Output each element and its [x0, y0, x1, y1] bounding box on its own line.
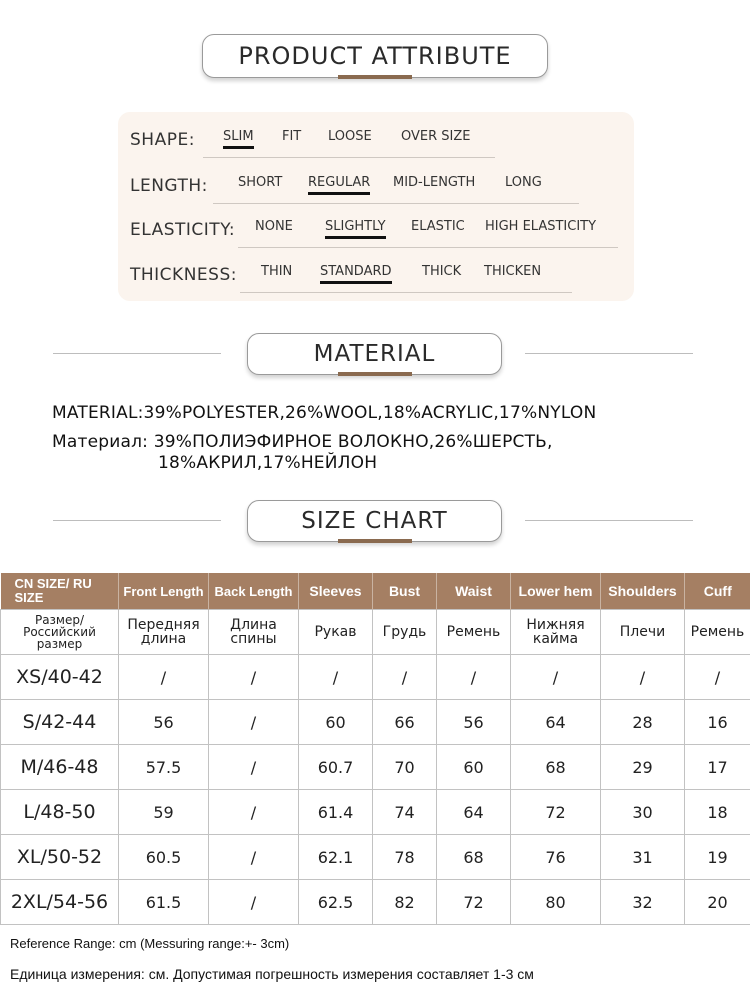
table-header-en	[1, 573, 750, 610]
measurement-cell: /	[209, 745, 299, 790]
measurement-cell: 29	[601, 745, 685, 790]
measurement-cell: 19	[685, 835, 750, 880]
attr-option: STANDARD	[320, 264, 392, 279]
col-header: CN SIZE/ RU SIZE	[1, 573, 119, 610]
attr-row-length	[118, 172, 634, 202]
product-attribute-panel	[118, 112, 634, 301]
attr-option: ELASTIC	[411, 219, 465, 234]
measurement-cell: 60	[299, 700, 373, 745]
col-header: Waist	[437, 573, 511, 610]
measurement-cell: 57.5	[119, 745, 209, 790]
heading-accent-bar	[338, 372, 412, 376]
table-row	[1, 655, 750, 700]
col-header-ru: Грудь	[373, 610, 437, 655]
attr-option: MID-LENGTH	[393, 175, 476, 190]
attr-option: THIN	[261, 264, 293, 279]
col-header: Back Length	[209, 573, 299, 610]
measurement-cell: /	[601, 655, 685, 700]
col-header: Lower hem	[511, 573, 601, 610]
measurement-cell: 64	[511, 700, 601, 745]
measurement-cell: 72	[511, 790, 601, 835]
attr-option: LOOSE	[328, 129, 372, 144]
measurement-cell: 61.5	[119, 880, 209, 925]
attr-option: HIGH ELASTICITY	[485, 219, 597, 234]
measurement-cell: /	[209, 655, 299, 700]
attr-option: SLIGHTLY	[325, 219, 386, 234]
divider	[525, 520, 693, 521]
table-row	[1, 745, 750, 790]
product-attribute-heading	[202, 34, 548, 78]
measurement-cell: 70	[373, 745, 437, 790]
measurement-cell: 20	[685, 880, 750, 925]
table-header-ru	[1, 610, 750, 655]
measurement-cell: /	[373, 655, 437, 700]
measurement-cell: 56	[119, 700, 209, 745]
col-header-ru: Рукав	[299, 610, 373, 655]
divider	[525, 353, 693, 354]
size-label-cell: S/42-44	[1, 700, 119, 745]
attr-label: SHAPE:	[130, 130, 195, 150]
table-row	[1, 790, 750, 835]
measurement-cell: 74	[373, 790, 437, 835]
measurement-cell: 68	[437, 835, 511, 880]
col-header-ru: Ремень	[437, 610, 511, 655]
attr-option: LONG	[505, 175, 542, 190]
table-row	[1, 700, 750, 745]
attr-row-thickness	[118, 261, 634, 291]
measurement-cell: 62.1	[299, 835, 373, 880]
measurement-cell: 60	[437, 745, 511, 790]
measurement-cell: 68	[511, 745, 601, 790]
material-ru-2: 18%АКРИЛ,17%НЕЙЛОН	[158, 453, 378, 473]
size-chart-table	[0, 573, 750, 925]
attr-row-elasticity	[118, 216, 634, 246]
attr-option: SLIM	[223, 129, 254, 144]
attr-label: THICKNESS:	[130, 265, 237, 285]
size-label-cell: 2XL/54-56	[1, 880, 119, 925]
product-attribute-title: PRODUCT ATTRIBUTE	[238, 42, 512, 70]
measurement-cell: /	[299, 655, 373, 700]
measurement-cell: 59	[119, 790, 209, 835]
measurement-cell: 17	[685, 745, 750, 790]
material-en: MATERIAL:39%POLYESTER,26%WOOL,18%ACRYLIC,17%NYLON	[52, 403, 597, 423]
attr-label: ELASTICITY:	[130, 220, 236, 240]
measurement-cell: 82	[373, 880, 437, 925]
measurement-cell: 60.5	[119, 835, 209, 880]
measurement-cell: 16	[685, 700, 750, 745]
reference-note-en: Reference Range: cm (Messuring range:+- 3cm)	[10, 936, 290, 951]
measurement-cell: /	[209, 790, 299, 835]
measurement-cell: /	[209, 835, 299, 880]
table-row	[1, 835, 750, 880]
measurement-cell: 66	[373, 700, 437, 745]
size-label-cell: XL/50-52	[1, 835, 119, 880]
measurement-cell: 61.4	[299, 790, 373, 835]
col-header: Bust	[373, 573, 437, 610]
attr-label: LENGTH:	[130, 176, 208, 196]
col-header-ru: Передняя длина	[119, 610, 209, 655]
col-header-ru: Длина спины	[209, 610, 299, 655]
size-chart-heading	[247, 500, 502, 542]
measurement-cell: /	[209, 700, 299, 745]
attr-row-shape	[118, 126, 634, 156]
heading-accent-bar	[338, 539, 412, 543]
attr-option: SHORT	[238, 175, 283, 190]
attr-option: NONE	[255, 219, 293, 234]
measurement-cell: 78	[373, 835, 437, 880]
measurement-cell: 60.7	[299, 745, 373, 790]
reference-note-ru: Единица измерения: см. Допустимая погрешность измерения составляет 1-3 см	[10, 966, 534, 982]
measurement-cell: /	[209, 880, 299, 925]
measurement-cell: 28	[601, 700, 685, 745]
measurement-cell: /	[511, 655, 601, 700]
measurement-cell: /	[437, 655, 511, 700]
measurement-cell: /	[119, 655, 209, 700]
table-row	[1, 880, 750, 925]
size-label-cell: M/46-48	[1, 745, 119, 790]
col-header: Shoulders	[601, 573, 685, 610]
size-label-cell: XS/40-42	[1, 655, 119, 700]
measurement-cell: 32	[601, 880, 685, 925]
divider	[53, 353, 221, 354]
measurement-cell: 30	[601, 790, 685, 835]
measurement-cell: 62.5	[299, 880, 373, 925]
attr-option: REGULAR	[308, 175, 371, 190]
measurement-cell: 72	[437, 880, 511, 925]
col-header-ru: Плечи	[601, 610, 685, 655]
size-chart-title: SIZE CHART	[301, 508, 448, 534]
measurement-cell: 56	[437, 700, 511, 745]
measurement-cell: /	[685, 655, 750, 700]
heading-accent-bar	[338, 75, 412, 79]
attr-option: THICKEN	[484, 264, 542, 279]
col-header: Front Length	[119, 573, 209, 610]
measurement-cell: 64	[437, 790, 511, 835]
divider	[53, 520, 221, 521]
col-header-ru: Нижняя кайма	[511, 610, 601, 655]
size-label-cell: L/48-50	[1, 790, 119, 835]
col-header: Cuff	[685, 573, 750, 610]
attr-option: OVER SIZE	[401, 129, 471, 144]
measurement-cell: 31	[601, 835, 685, 880]
material-ru-1: Материал: 39%ПОЛИЭФИРНОЕ ВОЛОКНО,26%ШЕРСТЬ,	[52, 432, 553, 452]
col-header-ru: Размер/ Российский размер	[1, 610, 119, 655]
measurement-cell: 80	[511, 880, 601, 925]
material-title: MATERIAL	[313, 341, 436, 367]
material-heading	[247, 333, 502, 375]
attr-option: FIT	[282, 129, 302, 144]
col-header-ru: Ремень	[685, 610, 750, 655]
attr-option: THICK	[422, 264, 462, 279]
col-header: Sleeves	[299, 573, 373, 610]
measurement-cell: 18	[685, 790, 750, 835]
measurement-cell: 76	[511, 835, 601, 880]
